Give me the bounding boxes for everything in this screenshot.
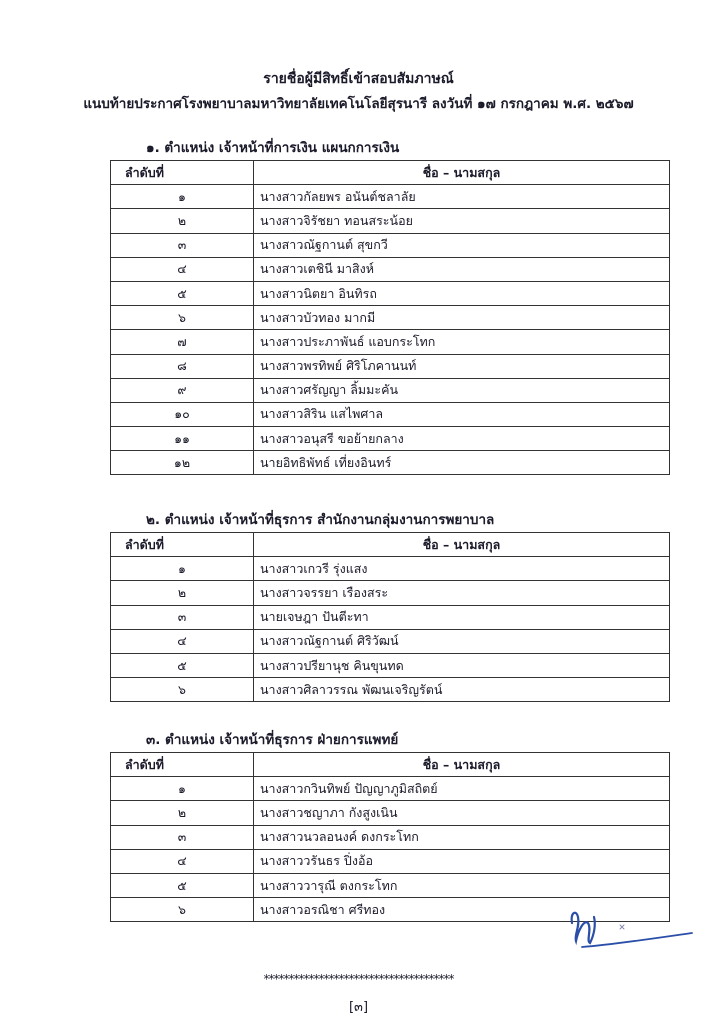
row-name: นางสาวเกวรี รุ่งแสง: [254, 557, 670, 581]
row-name: นางสาวกัลยพร อนันต์ชลาลัย: [254, 185, 670, 209]
row-number: ๑: [111, 557, 254, 581]
column-header-name: ชื่อ – นามสกุล: [254, 161, 670, 185]
column-header-name: ชื่อ – นามสกุล: [254, 753, 670, 777]
row-number: ๔: [111, 849, 254, 873]
row-number: ๓: [111, 233, 254, 257]
row-number: ๑: [111, 777, 254, 801]
table-row: [111, 257, 670, 281]
table-row: [111, 777, 670, 801]
row-number: ๖: [111, 306, 254, 330]
row-name: นางสาวณัฐกานต์ สุขกวี: [254, 233, 670, 257]
table-row: [111, 354, 670, 378]
table-row: [111, 185, 670, 209]
table-nursing-admin: [110, 532, 670, 702]
signature-mark: [560, 895, 700, 969]
row-number: ๙: [111, 378, 254, 402]
row-number: ๑๒: [111, 451, 254, 475]
table-row: [111, 825, 670, 849]
table-row: [111, 330, 670, 354]
table-row: [111, 653, 670, 677]
table-row: [111, 557, 670, 581]
row-name: นางสาวพรทิพย์ ศิริโภคานนท์: [254, 354, 670, 378]
document-subtitle: แนบท้ายประกาศโรงพยาบาลมหาวิทยาลัยเทคโนโลยีสุรนารี ลงวันที่ ๑๗ กรกฎาคม พ.ศ. ๒๕๖๗: [83, 96, 634, 112]
row-number: ๕: [111, 653, 254, 677]
table-row: [111, 306, 670, 330]
table-row: [111, 873, 670, 897]
row-number: ๖: [111, 678, 254, 702]
section-title-medical-admin: ๓. ตำแหน่ง เจ้าหน้าที่ธุรการ ฝ่ายการแพทย์: [146, 732, 399, 748]
row-number: ๘: [111, 354, 254, 378]
row-number: ๒: [111, 209, 254, 233]
document-title: รายชื่อผู้มีสิทธิ์เข้าสอบสัมภาษณ์: [263, 71, 454, 87]
page-number: [๓]: [348, 1000, 369, 1015]
table-row: [111, 849, 670, 873]
section-title-nursing-admin: ๒. ตำแหน่ง เจ้าหน้าที่ธุรการ สำนักงานกลุ่มงานการพยาบาล: [146, 512, 495, 528]
row-number: ๒: [111, 581, 254, 605]
row-name: นางสาววรันธร ปิ่งอ้อ: [254, 849, 670, 873]
section-title-finance: ๑. ตำแหน่ง เจ้าหน้าที่การเงิน แผนกการเงิน: [146, 140, 400, 156]
table-row: [111, 378, 670, 402]
row-number: ๓: [111, 825, 254, 849]
table-row: [111, 233, 670, 257]
row-name: นางสาวปรียานุช คินขุนทด: [254, 653, 670, 677]
row-number: ๔: [111, 629, 254, 653]
row-name: นายเจษฎา ปันตีะทา: [254, 605, 670, 629]
table-header-row: [111, 161, 670, 185]
table-row: [111, 427, 670, 451]
row-name: นางสาวกวินทิพย์ ปัญญาภูมิสถิตย์: [254, 777, 670, 801]
row-name: นางสาวณัฐกานต์ ศิริวัฒน์: [254, 629, 670, 653]
footer-separator: **************************************: [263, 972, 454, 986]
table-header-row: [111, 753, 670, 777]
table-row: [111, 605, 670, 629]
column-header-name: ชื่อ – นามสกุล: [254, 533, 670, 557]
row-number: ๔: [111, 257, 254, 281]
row-name: นางสาวนวลอนงค์ ดงกระโทก: [254, 825, 670, 849]
row-number: ๓: [111, 605, 254, 629]
row-number: ๕: [111, 281, 254, 305]
table-row: [111, 581, 670, 605]
row-name: นางสาวจรรยา เรืองสระ: [254, 581, 670, 605]
row-number: ๑๐: [111, 402, 254, 426]
table-row: [111, 402, 670, 426]
table-row: [111, 801, 670, 825]
table-row: [111, 678, 670, 702]
column-header-no: ลำดับที่: [111, 533, 254, 557]
row-name: นางสาวสิริน แสไพศาล: [254, 402, 670, 426]
column-header-no: ลำดับที่: [111, 161, 254, 185]
row-name: นางสาวอนุสรี ขอย้ายกลาง: [254, 427, 670, 451]
table-row: [111, 629, 670, 653]
table-row: [111, 451, 670, 475]
row-name: นางสาวศรัญญา ลิ้มมะคัน: [254, 378, 670, 402]
row-name: นางสาวจิรัชยา ทอนสระน้อย: [254, 209, 670, 233]
row-name: นางสาวประภาพันธ์ แอบกระโทก: [254, 330, 670, 354]
row-number: ๑๑: [111, 427, 254, 451]
row-name: นางสาวอรณิชา ศรีทอง: [254, 898, 670, 922]
row-number: ๒: [111, 801, 254, 825]
row-number: ๑: [111, 185, 254, 209]
row-number: ๗: [111, 330, 254, 354]
row-name: นางสาวเตชินี มาสิงห์: [254, 257, 670, 281]
row-number: ๖: [111, 898, 254, 922]
table-row: [111, 209, 670, 233]
row-number: ๕: [111, 873, 254, 897]
table-row: [111, 281, 670, 305]
row-name: นางสาวชญาภา กังสูงเนิน: [254, 801, 670, 825]
row-name: นางสาวศิลาวรรณ พัฒนเจริญรัตน์: [254, 678, 670, 702]
table-finance: [110, 160, 670, 475]
row-name: นางสาววารุณี ตงกระโทก: [254, 873, 670, 897]
row-name: นางสาวบัวทอง มากมี: [254, 306, 670, 330]
column-header-no: ลำดับที่: [111, 753, 254, 777]
table-header-row: [111, 533, 670, 557]
row-name: นางสาวนิตยา อินทิรถ: [254, 281, 670, 305]
row-name: นายอิทธิพัทธ์ เที่ยงอินทร์: [254, 451, 670, 475]
